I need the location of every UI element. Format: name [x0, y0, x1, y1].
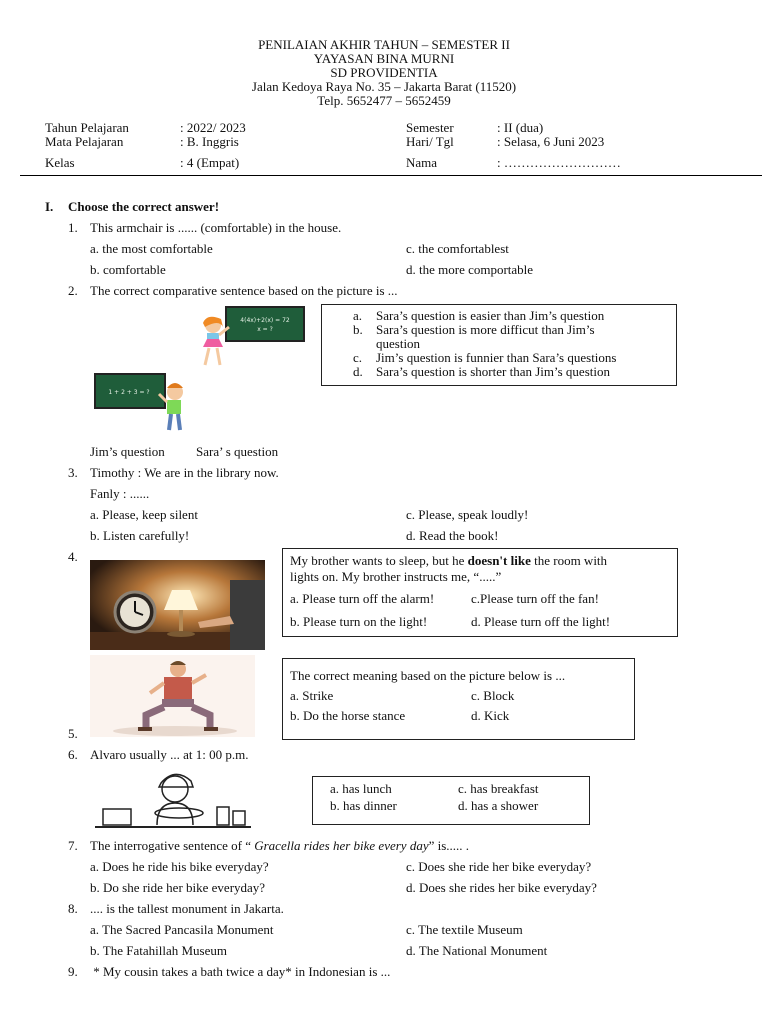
q4-stem-emphasis: doesn't like — [467, 553, 531, 568]
q2-picture-sara — [193, 305, 308, 370]
hari-label: Hari/ Tgl — [406, 134, 454, 149]
q8-number: 8. — [68, 901, 78, 916]
q4-number: 4. — [68, 549, 78, 564]
mapel-value: : B. Inggris — [180, 134, 239, 149]
board-sara-eq2: x = ? — [257, 326, 273, 333]
q4-picture — [90, 560, 265, 650]
q6-option-d: d. has a shower — [458, 798, 539, 813]
q6-options-box — [312, 776, 590, 825]
q7-text-italic: Gracella rides her bike every day — [254, 838, 429, 853]
q4-option-a: a. Please turn off the alarm! — [290, 591, 435, 606]
board-sara-eq: 4(4x)+2(x) = 72 — [240, 317, 290, 324]
q2-text: The correct comparative sentence based on the picture is ... — [90, 283, 398, 298]
q5-option-a: a. Strike — [290, 688, 334, 703]
q2-picture-jim — [93, 372, 198, 437]
tahun-value: : 2022/ 2023 — [180, 120, 246, 135]
q5-question-box — [282, 658, 635, 740]
q4-option-b: b. Please turn on the light! — [290, 614, 428, 629]
q3-number: 3. — [68, 465, 78, 480]
q4-option-d: d. Please turn off the light! — [471, 614, 611, 629]
tahun-label: Tahun Pelajaran — [45, 120, 129, 135]
q6-option-b: b. has dinner — [330, 798, 397, 813]
q2-option-b-cont: question — [376, 336, 421, 351]
nama-label: Nama — [406, 155, 438, 170]
q6-text: Alvaro usually ... at 1: 00 p.m. — [90, 747, 249, 762]
q2-caption-sara: Sara’ s question — [196, 444, 279, 459]
q2-option-a-letter: a. — [353, 308, 363, 323]
school-address: Jalan Kedoya Raya No. 35 – Jakarta Barat (11520) — [251, 79, 517, 94]
q1-option-a: a. the most comfortable — [90, 241, 213, 256]
school-header-title: PENILAIAN AKHIR TAHUN – SEMESTER II — [258, 37, 510, 52]
semester-value: : II (dua) — [497, 120, 544, 135]
q4-stem-a: My brother wants to sleep, but he — [290, 553, 468, 568]
q4-stem-line2: lights on. My brother instructs me, “.....” — [290, 569, 502, 584]
q2-option-a: Sara’s question is easier than Jim’s question — [376, 308, 605, 323]
q4-stem-c: the room with — [530, 553, 608, 568]
q1-text: This armchair is ...... (comfortable) in the house. — [90, 220, 342, 235]
board-jim-eq: 1 + 2 + 3 = ? — [108, 389, 150, 396]
q2-option-b: Sara’s question is more difficut than Jim’s — [376, 322, 595, 337]
school-name: SD PROVIDENTIA — [330, 65, 438, 80]
q1-option-c: c. the comfortablest — [406, 241, 509, 256]
q8-text: .... is the tallest monument in Jakarta. — [90, 901, 284, 916]
q9-text: * My cousin takes a bath twice a day* in Indonesian is ... — [90, 964, 391, 979]
school-foundation: YAYASAN BINA MURNI — [313, 51, 455, 66]
q6-option-a: a. has lunch — [330, 781, 392, 796]
section-number: I. — [45, 199, 54, 214]
q7-option-d: d. Does she rides her bike everyday? — [406, 880, 597, 895]
q6-option-c: c. has breakfast — [458, 781, 539, 796]
q1-option-d: d. the more comportable — [406, 262, 534, 277]
q7-option-c: c. Does she ride her bike everyday? — [406, 859, 592, 874]
q5-picture — [90, 655, 255, 737]
q3-option-c: c. Please, speak loudly! — [406, 507, 529, 522]
q2-option-c: Jim’s question is funnier than Sara’s questions — [376, 350, 617, 365]
semester-label: Semester — [406, 120, 454, 135]
section-title: Choose the correct answer! — [68, 199, 220, 214]
q7-text-c: ” is..... . — [428, 838, 470, 853]
q5-text: The correct meaning based on the picture below is ... — [290, 668, 566, 683]
q3-option-d: d. Read the book! — [406, 528, 499, 543]
q8-option-d: d. The National Monument — [406, 943, 548, 958]
q5-option-b: b. Do the horse stance — [290, 708, 406, 723]
q7-option-a: a. Does he ride his bike everyday? — [90, 859, 269, 874]
q3-text: Timothy : We are in the library now. — [90, 465, 279, 480]
q8-option-b: b. The Fatahillah Museum — [90, 943, 227, 958]
q7-text-a: The interrogative sentence of “ — [90, 838, 255, 853]
q2-option-c-letter: c. — [353, 350, 363, 365]
mapel-label: Mata Pelajaran — [45, 134, 124, 149]
q3-option-b: b. Listen carefully! — [90, 528, 190, 543]
q3-option-a: a. Please, keep silent — [90, 507, 198, 522]
header-divider — [20, 175, 762, 176]
q5-option-c: c. Block — [471, 688, 515, 703]
q2-number: 2. — [68, 283, 78, 298]
q6-number: 6. — [68, 747, 78, 762]
q1-option-b: b. comfortable — [90, 262, 166, 277]
q2-option-d: Sara’s question is shorter than Jim’s question — [376, 364, 610, 379]
kelas-label: Kelas — [45, 155, 75, 170]
q2-option-b-letter: b. — [353, 322, 363, 337]
q4-question-box — [282, 548, 678, 637]
q8-option-a: a. The Sacred Pancasila Monument — [90, 922, 274, 937]
q2-caption-jim: Jim’s question — [90, 444, 165, 459]
nama-value: : ……………………… — [497, 155, 621, 170]
q2-option-d-letter: d. — [353, 364, 363, 379]
hari-value: : Selasa, 6 Juni 2023 — [497, 134, 605, 149]
q8-option-c: c. The textile Museum — [406, 922, 523, 937]
q7-number: 7. — [68, 838, 78, 853]
q4-stem-line1 — [290, 553, 607, 569]
q2-options-box — [321, 304, 677, 386]
q1-number: 1. — [68, 220, 78, 235]
q9-number: 9. — [68, 964, 78, 979]
school-phone: Telp. 5652477 – 5652459 — [317, 93, 451, 108]
q5-option-d: d. Kick — [471, 708, 510, 723]
q6-picture — [93, 767, 253, 832]
q3-text-2: Fanly : ...... — [90, 486, 150, 501]
q7-text — [90, 838, 469, 854]
q5-number: 5. — [68, 726, 78, 741]
kelas-value: : 4 (Empat) — [180, 155, 240, 170]
q7-option-b: b. Do she ride her bike everyday? — [90, 880, 266, 895]
q4-option-c: c.Please turn off the fan! — [471, 591, 599, 606]
